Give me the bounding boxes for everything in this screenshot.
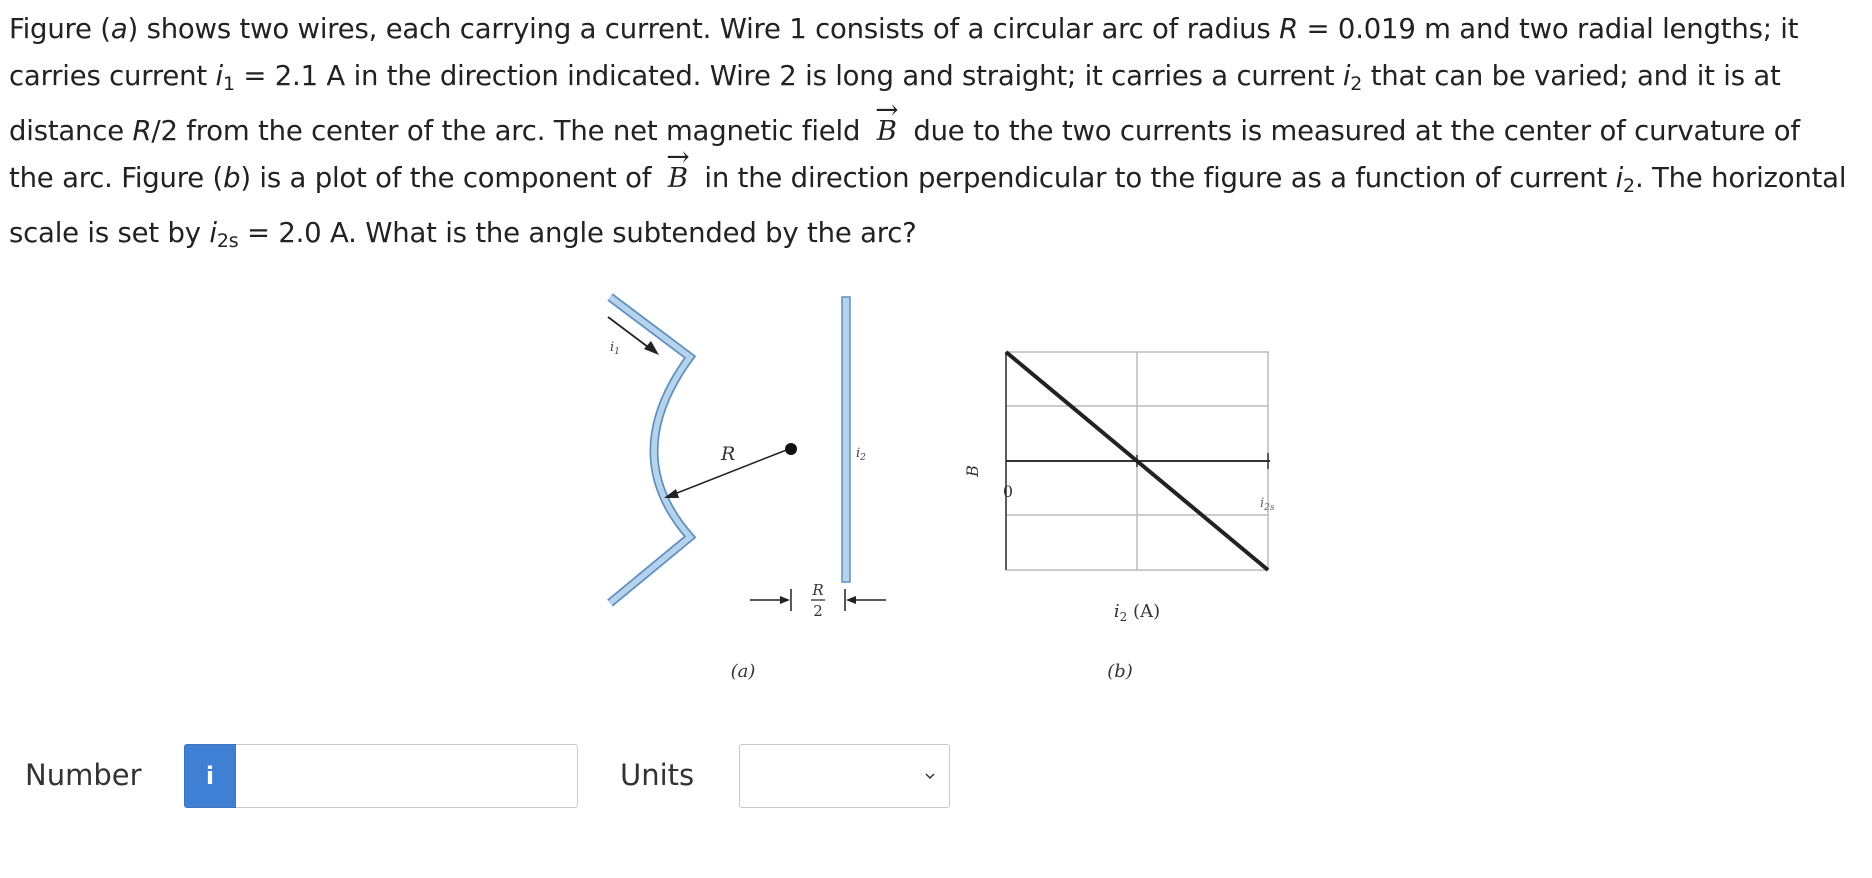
- radius-label: R: [721, 443, 736, 465]
- info-button[interactable]: [184, 744, 236, 808]
- caption-a: (a): [730, 661, 756, 682]
- info-icon: i: [205, 762, 215, 790]
- b-vector-symbol: → B: [873, 108, 901, 155]
- problem-statement: [9, 6, 1849, 265]
- chevron-down-icon: [925, 771, 935, 781]
- r-over-2-denominator: 2: [813, 602, 823, 620]
- i2-label: $i_2$: [856, 446, 866, 463]
- figure-svg: [580, 285, 1340, 705]
- x-axis-label: $i_2$ (A): [1113, 601, 1161, 624]
- origin-tick-label: 0: [1002, 482, 1014, 501]
- b-vector-symbol: → B: [664, 155, 692, 202]
- units-select[interactable]: [739, 744, 950, 808]
- number-label: Number: [25, 758, 142, 792]
- units-label: Units: [620, 758, 695, 792]
- number-input[interactable]: [236, 744, 578, 808]
- plot-b: [1006, 352, 1270, 570]
- caption-b: (b): [1107, 661, 1133, 682]
- figure: [580, 285, 1340, 705]
- wire-2: [842, 297, 850, 582]
- answer-row: [0, 744, 1000, 810]
- problem-text: Figure (a) shows two wires, each carrying a current. Wire 1 consists of a circular arc of radius R = 0.019 m and two radial lengths; it carries current $i_1 = 2.1$ A in the direction indicated. Wire 2 is long and straight; it carries a current $i_2$ that can be varied; and it is at distance R/2 from the center of the arc. The net magnetic field → B due to the two currents is measured at the center of curvature of the arc. Figure (b) is a plot of the component of → B in the direction perpendicular to the figure as a function of current $i_2$. The horizontal scale is set by $i_{2s} = 2.0$ A. What is the angle subtended by the arc?: [9, 6, 1849, 265]
- y-axis-label: B: [963, 465, 982, 477]
- i2s-tick-label: $i_{2s}$: [1260, 496, 1275, 513]
- r-over-2-numerator: R: [812, 581, 824, 599]
- i1-label: $i_1$: [610, 340, 620, 357]
